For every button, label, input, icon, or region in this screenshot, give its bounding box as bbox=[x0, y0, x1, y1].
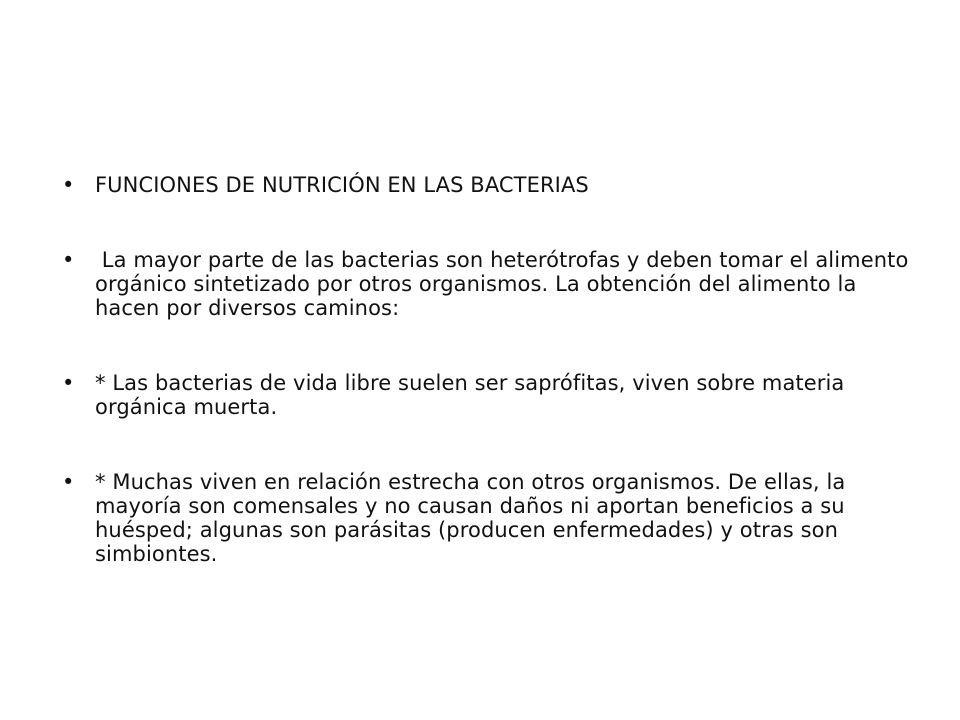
bullet-dot-icon: • bbox=[62, 173, 75, 197]
bullet-text: * Las bacterias de vida libre suelen ser saprófitas, viven sobre materia orgánica muerta. bbox=[95, 371, 852, 419]
bullet-text: La mayor parte de las bacterias son heterótrofas y deben tomar el alimento orgánico sintetizado por otros organismos. La obtención del alimento la hacen por diversos caminos: bbox=[95, 248, 916, 320]
bullet-dot-icon: • bbox=[62, 470, 75, 494]
bullet-item-title bbox=[60, 173, 920, 197]
bullet-item-relations bbox=[60, 470, 920, 566]
bullet-dot-icon: • bbox=[62, 371, 75, 395]
bullet-text: FUNCIONES DE NUTRICIÓN EN LAS BACTERIAS bbox=[95, 173, 589, 197]
bullet-text: * Muchas viven en relación estrecha con otros organismos. De ellas, la mayoría son comensales y no causan daños ni aportan beneficios a su huésped; algunas son parásitas (producen enfermedades) y otras son simbiontes. bbox=[95, 470, 853, 566]
bullet-dot-icon: • bbox=[62, 248, 75, 272]
bullet-item-saprophytes bbox=[60, 371, 920, 419]
bullet-item-intro bbox=[60, 248, 920, 320]
bullet-list bbox=[60, 173, 920, 566]
